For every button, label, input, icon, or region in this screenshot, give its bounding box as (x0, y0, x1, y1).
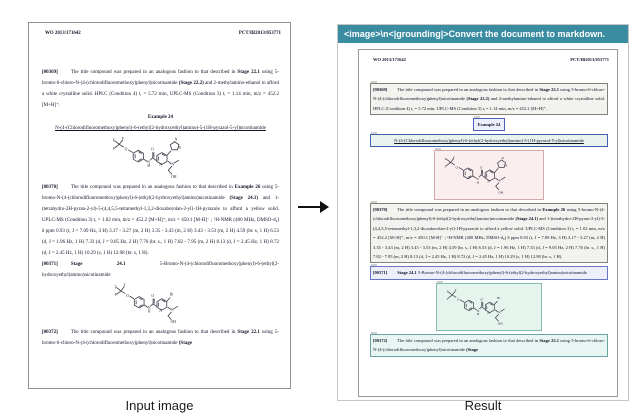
svg-text:N: N (146, 160, 150, 165)
caption-input-image: Input image (125, 398, 194, 413)
grounding-box-compound-name (370, 134, 608, 147)
svg-text:N: N (158, 308, 162, 313)
paragraph-00369: [00369] The title compound was prepared in an analogous fashion to that described in Stage 22.1 using 5-bromo-6-chloro-N-(4-(chlorodifluoromethoxy)phenyl)nicotinamide (Stage 22.2) and 2-methylamino-ethanol to afford a white crystalline solid. HPLC (Condition 4) tᵣ = 5.72 min, UPLC-MS (Condition 3) tᵣ = 1.14 min, m/z = 452.2 [M+H]⁺. (373, 87, 605, 111)
svg-text:N: N (487, 179, 490, 184)
svg-text:F: F (114, 293, 117, 298)
svg-text:O: O (479, 165, 483, 170)
svg-text:F: F (446, 296, 449, 301)
patent-number-left: WO 2013/171642 (373, 57, 406, 62)
svg-text:F: F (112, 138, 115, 143)
compound-name: N-(4-(Chlorodifluoromethoxy)phenyl)-6-(ethyl(2-hydroxyethyl)amino)-5-(1H-pyrazol-5-yl)nicotinamide (55, 126, 266, 131)
patent-number-right: PCT/IB2013/053771 (570, 57, 609, 62)
example-heading: Example 24 (147, 115, 174, 120)
grounding-box-structure-1 (434, 150, 544, 200)
example-heading: Example 24 (477, 122, 501, 128)
patent-header (29, 23, 290, 36)
svg-text:H: H (147, 309, 151, 314)
svg-text:F: F (114, 285, 117, 290)
paragraph-00372: [00372] The title compound was prepared in an analogous fashion to that described in Stage 22.1 using 5-bromo-6-chloro-N-(4-(chlorodifluoromethoxy)phenyl)nicotinamide (Stage (42, 330, 279, 346)
paragraph-00370: [00370] The title compound was prepared in an analogous fashion to that described in Example 26 using 5-bromo-N-(4-(chlorodifluoromethoxy)phenyl)-6-(ethyl(2-hydroxyethyl)amino)nicotinamide (Stage 24.1) and 1-(tetrahydro-2H-pyran-2-yl)-5-(4,4,5,5-tetramethyl-1,3,2-dioxaborolan-2-yl)-1H-pyrazole to afford a yellow solid. UPLC-MS (Condition 3) tᵣ = 1.02 min, m/z = 452.2 [M+H]⁺, m/z = 450.1 [M-H]⁻ ; ¹H-NMR (400 MHz, DMSO-d₆) δ ppm 0.93 (t, J = 7.09 Hz, 3 H) 3.17 - 3.27 (m, 2 H) 3.35 - 3.43 (m, 2 H) 3.43 - 3.53 (m, 2 H) 4.59 (br. s, 1 H) 6.53 (d, J = 1.96 Hz, 1 H) 7.33 (d, J = 9.05 Hz, 2 H) 7.76 (br. s., 1 H) 7.82 - 7.95 (m, 2 H) 8.13 (d, J = 2.45 Hz, 1 H) 8.72 (d, J = 2.45 Hz, 1 H) 10.29 (s, 1 H) 12.98 (br. s, 1 H). (42, 185, 280, 256)
paragraph-00371: [00371] Stage 24.1 5-Bromo-N-(4-(chlorodifluoromethoxy)phenyl)-6-(ethyl(2-hydroxyethyl)amino)nicotinamide (373, 270, 587, 276)
grounding-box-paragraph-00369 (370, 83, 608, 115)
paragraph-00370: [00370] The title compound was prepared in an analogous fashion to that described in Example 26 using 5-bromo-N-(4-(chlorodifluoromethoxy)phenyl)-6-(ethyl(2-hydroxyethyl)amino)nicotinamide (Stage 24.1) and 1-(tetrahydro-2H-pyran-2-yl)-5-(4,4,5,5-tetramethyl-1,3,2-dioxaborolan-2-yl)-1H-pyrazole to afford a yellow solid. UPLC-MS (Condition 3) tᵣ = 1.02 min, m/z = 452.2 [M+H]⁺, m/z = 450.1 [M-H]⁻ ; ¹H-NMR (400 MHz, DMSO-d₆) δ ppm 0.93 (t, J = 7.09 Hz, 3 H) 3.17 - 3.27 (m, 2 H) 3.35 - 3.43 (m, 2 H) 3.43 - 3.53 (m, 2 H) 4.59 (br. s, 1 H) 6.53 (d, J = 1.96 Hz, 1 H) 7.33 (d, J = 9.05 Hz, 2 H) 7.76 (br. s., 1 H) 7.82 - 7.95 (m, 2 H) 8.13 (d, J = 2.45 Hz, 1 H) 8.72 (d, J = 2.45 Hz, 1 H) 10.29 (s, 1 H) 12.98 (br. s, 1 H). (373, 207, 605, 260)
svg-text:N: N (501, 156, 505, 161)
svg-text:N: N (170, 307, 174, 312)
svg-text:O: O (457, 297, 460, 302)
svg-text:N: N (487, 311, 490, 316)
svg-text:N: N (498, 178, 502, 183)
svg-text:F: F (446, 289, 449, 294)
right-arrow-icon (297, 201, 331, 213)
svg-text:N: N (170, 162, 174, 167)
svg-text:N: N (477, 308, 480, 313)
input-document-page (28, 22, 291, 389)
prompt-bar: <image>\n<|grounding|>Convert the document to markdown. (338, 25, 628, 43)
chemical-structure-pyrazole (111, 135, 211, 181)
svg-text:N: N (174, 137, 177, 142)
compound-name: N-(4-(Chlorodifluoromethoxy)phenyl)-6-(ethyl(2-hydroxyethyl)amino)-5-(1H-pyrazol-5-yl)nicotinamide (394, 137, 584, 143)
svg-text:F: F (453, 155, 455, 160)
result-panel (337, 24, 629, 401)
svg-text:N: N (476, 177, 479, 182)
grounding-box-example-heading (473, 118, 506, 130)
chemical-structure-bromo (445, 287, 533, 327)
svg-text:N: N (147, 306, 151, 311)
grounding-box-paragraph-00371 (370, 266, 608, 279)
svg-text:Br: Br (497, 295, 501, 300)
svg-text:O: O (480, 297, 483, 302)
svg-text:F: F (112, 146, 115, 151)
svg-text:H: H (477, 311, 480, 316)
svg-text:F: F (122, 283, 126, 288)
patent-number-right: PCT/IB2013/053771 (238, 31, 281, 36)
grounding-box-paragraph-00370 (370, 203, 608, 263)
svg-text:O: O (124, 147, 127, 152)
result-document-page (358, 49, 618, 397)
caption-result: Result (464, 398, 502, 413)
grounding-box-structure-2 (436, 283, 542, 331)
svg-text:OH: OH (170, 320, 176, 325)
chemical-structure-pyrazole (443, 154, 535, 196)
svg-text:Br: Br (169, 292, 173, 297)
svg-text:N: N (498, 310, 501, 315)
patent-number-left: WO 2013/171642 (45, 31, 81, 36)
svg-text:F: F (444, 164, 447, 169)
svg-text:N: N (177, 145, 181, 150)
chemical-structure-bromo (113, 282, 209, 326)
svg-text:H: H (476, 180, 479, 185)
svg-text:F: F (121, 136, 124, 141)
svg-text:OH: OH (170, 175, 176, 179)
svg-text:F: F (444, 156, 447, 161)
svg-text:OH: OH (497, 321, 503, 326)
paragraph-00372: [00372] The title compound was prepared in an analogous fashion to that described in Stage 22.1 using 5-bromo-6-chloro-N-(4-(chlorodifluoromethoxy)phenyl)nicotinamide (Stage (373, 337, 605, 353)
svg-text:O: O (150, 294, 154, 299)
paragraph-00371: [00371] Stage 24.1 5-Bromo-N-(4-(chlorodifluoromethoxy)phenyl)-6-(ethyl(2-hydroxyethyl)amino)nicotinamide (42, 262, 279, 278)
svg-text:OH: OH (498, 190, 504, 195)
paragraph-00369: [00369] The title compound was prepared in an analogous fashion to that described in Stage 22.1 using 5-bromo-6-chloro-N-(4-(chlorodifluoromethoxy)phenyl)nicotinamide (Stage 22.2) and 2-methylamino-ethanol to afford a white crystalline solid. HPLC (Condition 4) tᵣ = 5.72 min, UPLC-MS (Condition 3) tᵣ = 1.14 min, m/z = 452.2 [M+H]⁺. (42, 70, 280, 108)
svg-text:F: F (454, 287, 457, 292)
svg-text:H: H (146, 164, 150, 169)
svg-text:O: O (125, 294, 129, 299)
svg-text:O: O (455, 165, 459, 170)
svg-text:N: N (504, 163, 508, 168)
svg-text:O: O (150, 147, 154, 152)
grounding-box-paragraph-00372 (370, 334, 608, 357)
patent-header (359, 50, 617, 62)
svg-text:N: N (158, 163, 162, 168)
